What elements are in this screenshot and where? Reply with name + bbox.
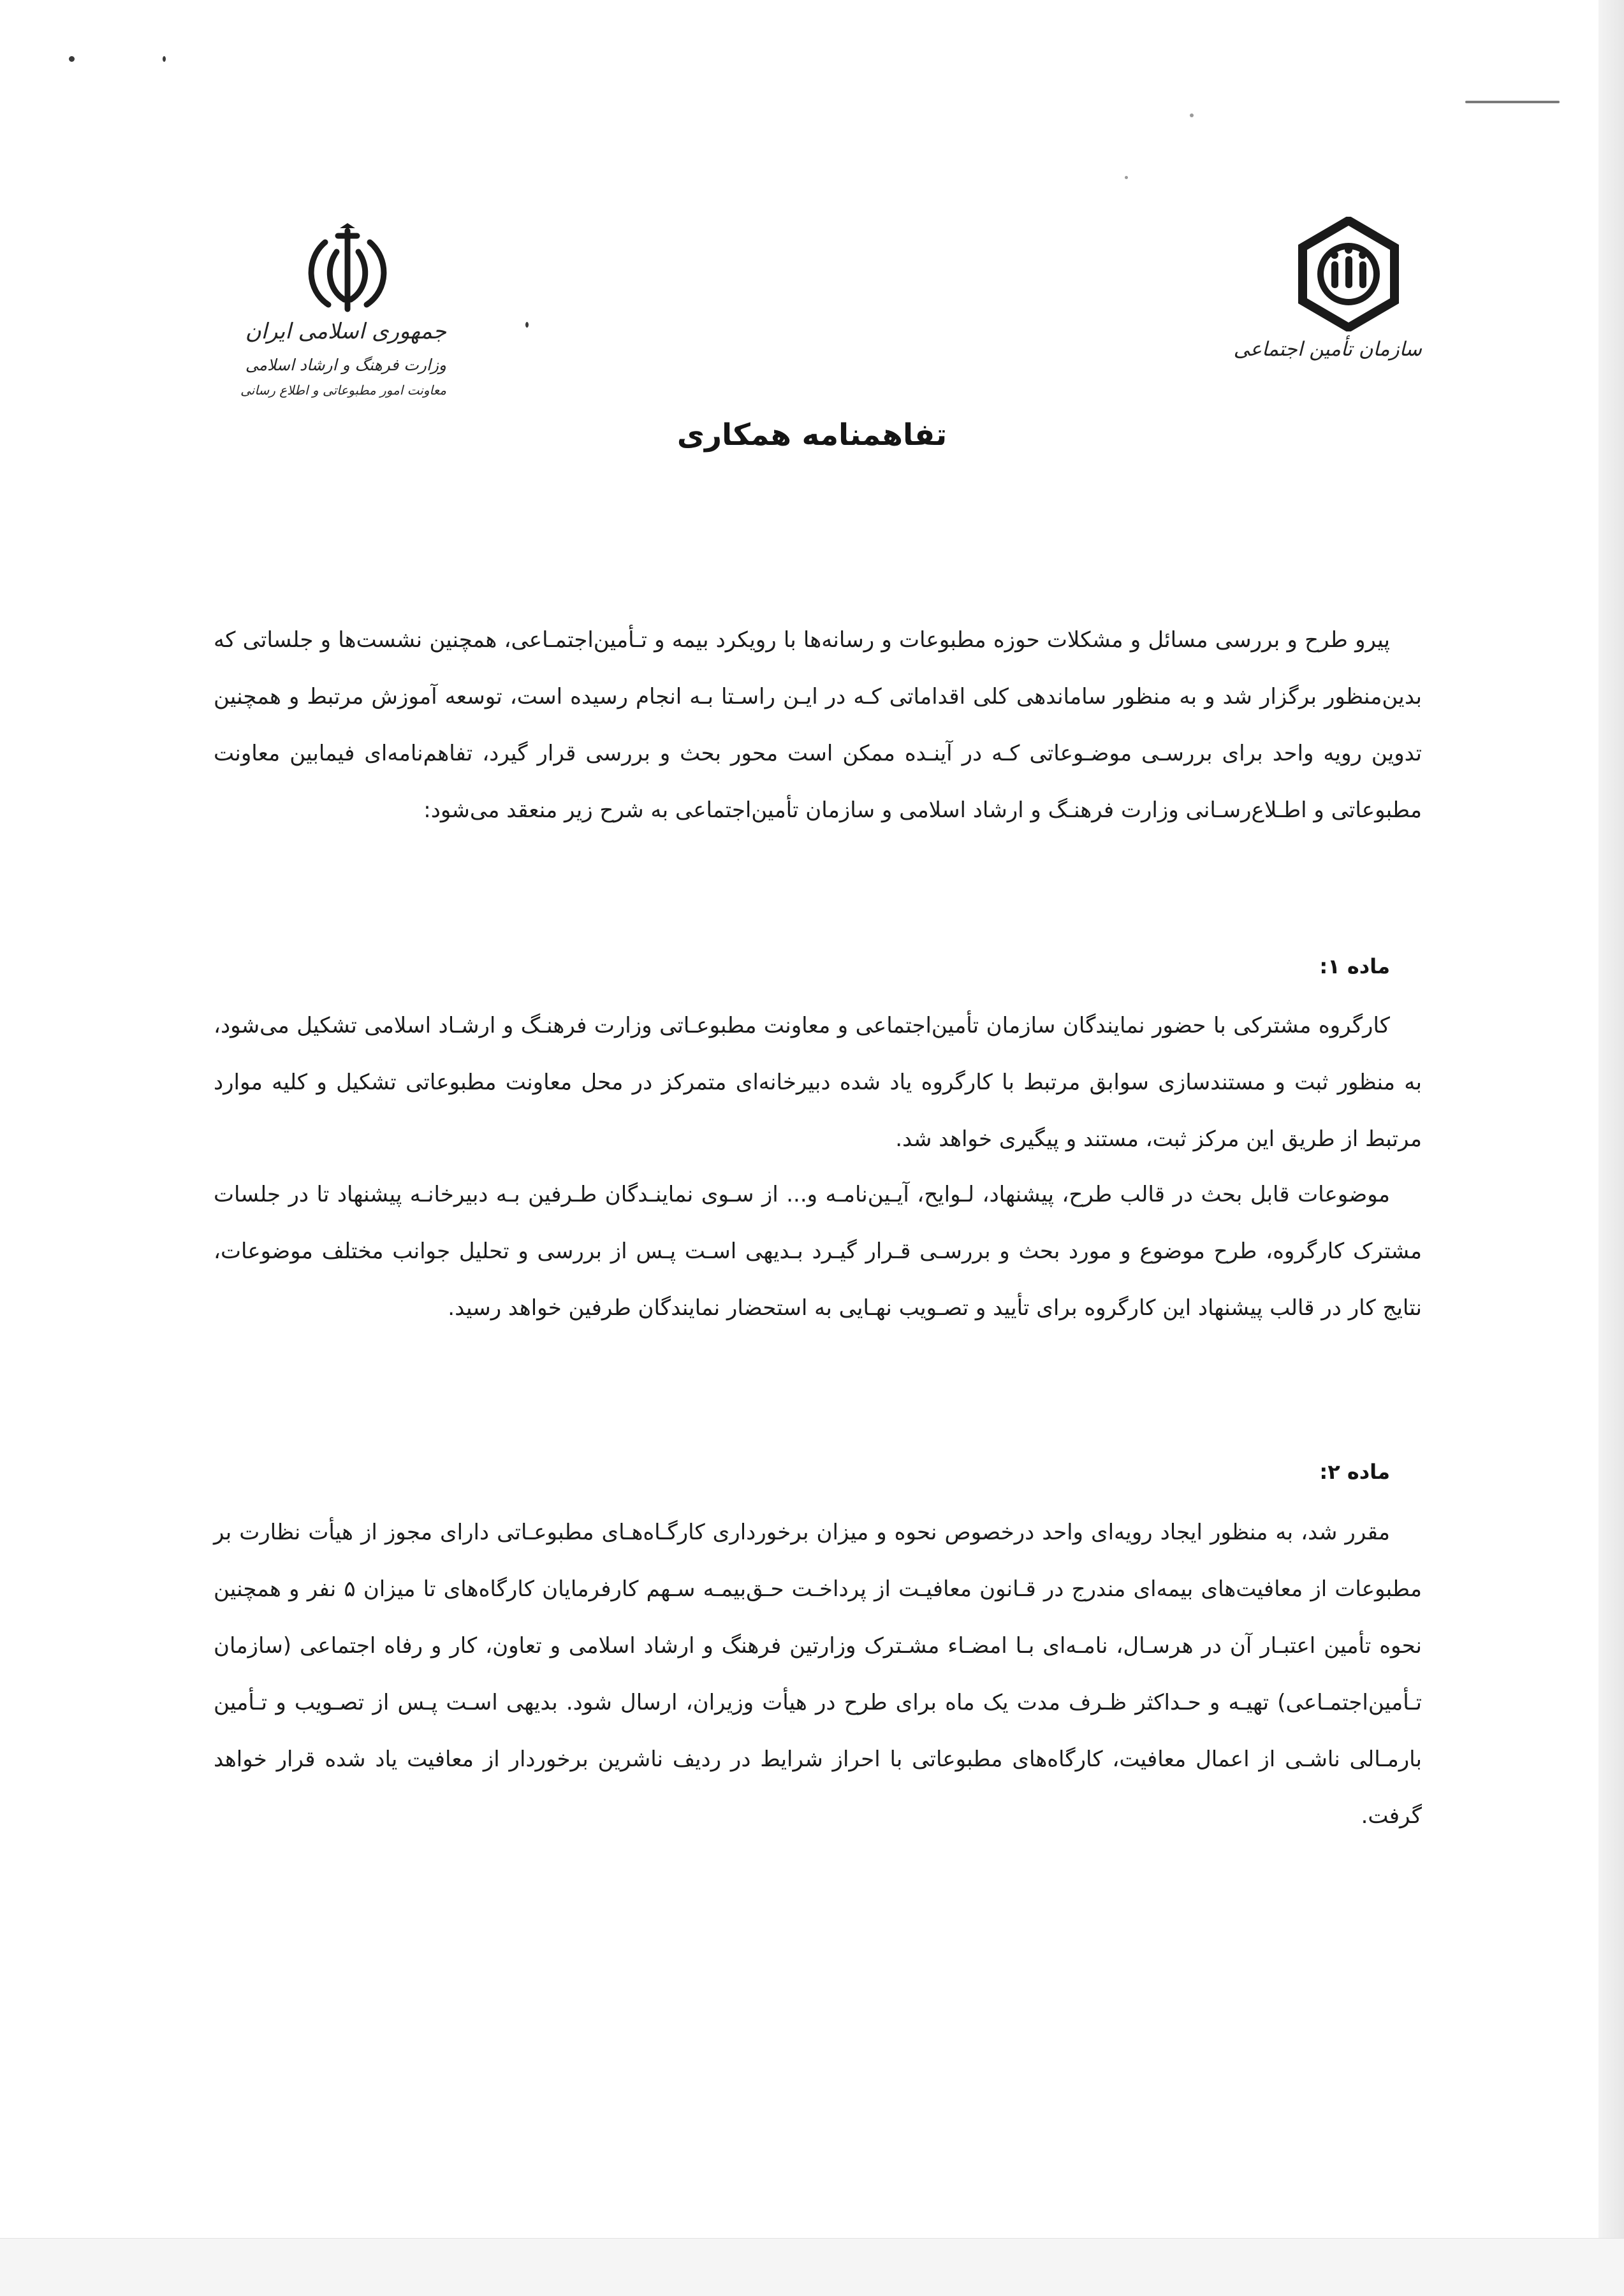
document-title: تفاهمنامه همکاری — [677, 418, 947, 453]
scan-page-edge-bottom — [0, 2238, 1624, 2296]
article1-heading: ماده ۱: — [1319, 954, 1390, 978]
scan-speck — [163, 56, 166, 62]
scan-page-edge-right — [1598, 0, 1624, 2296]
iran-emblem-icon — [300, 223, 395, 319]
left-logo-line1: جمهوری اسلامی ایران — [245, 319, 446, 344]
scan-speck — [1125, 176, 1128, 179]
tamin-ejtemaei-logo-icon — [1291, 217, 1406, 331]
scan-speck — [1190, 113, 1194, 117]
article2-heading: ماده ۲: — [1319, 1460, 1390, 1484]
article2-paragraph1: مقرر شد، به منظور ایجاد رویه‌ای واحد درخصوص نحوه و میزان برخورداری کارگـاه‌هـای مطبوعـاتی دارای مجوز از هیأت نظارت بر مطبوعات از معافیت‌های بیمه‌ای مندرج در قـانون معافیـت از پرداخـت حـق‌بیمـه سـهم کارفرمایان کارگاه‌های تا میزان ۵ نفر و همچنین نحوه تأمین اعتبـار آن در هرسـال، نامـه‌ای بـا امضـاء مشـترک وزارتین فرهنگ و ارشاد اسلامی و تعاون، کار و رفاه اجتماعی (سازمان تـأمین‌اجتمـاعی) تهیـه و حـداکثر ظـرف مدت یک ماه برای طرح در هیأت وزیران، ارسال شود. بدیهی اسـت پـس از تصـویب و تـأمین بارمـالی ناشـی از اعمال معافیت، کارگاه‌های مطبوعاتی با احراز شرایط در ردیف ناشرین برخوردار از معافیت یاد شده قرار خواهد گرفت. — [214, 1520, 1422, 1829]
left-logo-line3: معاونت امور مطبوعاتی و اطلاع رسانی — [240, 382, 446, 398]
tamin-logo — [1233, 217, 1435, 389]
right-logo-text: سازمان تأمین اجتماعی — [1233, 338, 1422, 361]
scan-speck — [525, 322, 529, 328]
scan-line-mark — [1465, 101, 1560, 103]
left-logo-line2: وزارت فرهنگ و ارشاد اسلامی — [245, 356, 446, 374]
article1-paragraph2: موضوعات قابل بحث در قالب طرح، پیشنهاد، لـوایح، آیـین‌نامـه و... از سـوی نماینـدگان طـرفین بـه دبیرخانـه پیشنهاد تا در جلسات مشترک کارگروه، طرح موضوع و مورد بحث و بررسـی قـرار گیـرد بـدیهی اسـت پـس از بررسی و تحلیل جوانب مختلف موضوعات، نتایج کار در قالب پیشنهاد این کارگروه برای تأیید و تصـویب نهـایی به استحضار نمایندگان طرفین خواهد رسید. — [214, 1182, 1422, 1321]
ministry-logo — [240, 217, 446, 433]
article1-paragraph1: کارگروه مشترکی با حضور نمایندگان سازمان تأمین‌اجتماعی و معاونت مطبوعـاتی وزارت فرهنـگ و ارشـاد اسلامی تشکیل می‌شود، به منظور ثبت و مستندسازی سوابق مرتبط با کارگروه یاد شده دبیرخانه‌ای متمرکز در محل معاونت مطبوعاتی تشکیل و کلیه موارد مرتبط از طریق این مرکز ثبت، مستند و پیگیری خواهد شد. — [214, 1013, 1422, 1152]
scan-speck — [69, 56, 75, 62]
intro-paragraph: پیرو طرح و بررسی مسائل و مشکلات حوزه مطبوعات و رسانه‌ها با رویکرد بیمه و تـأمین‌اجتمـاعی، همچنین نشست‌ها و جلساتی که بدین‌منظور برگزار شد و به منظور ساماندهی کلی اقداماتی کـه در ایـن راسـتا بـه انجام رسیده است، توسعه آموزش مرتبط و همچنین تدوین رویه واحد برای بررسـی موضـوعاتی کـه در آینـده ممکن است محور بحث و بررسی قرار گیرد، تفاهم‌نامه‌ای فیمابین معاونت مطبوعاتی و اطـلاع‌رسـانی وزارت فرهنـگ و ارشاد اسلامی و سازمان تأمین‌اجتماعی به شرح زیر منعقد می‌شود: — [214, 627, 1422, 823]
